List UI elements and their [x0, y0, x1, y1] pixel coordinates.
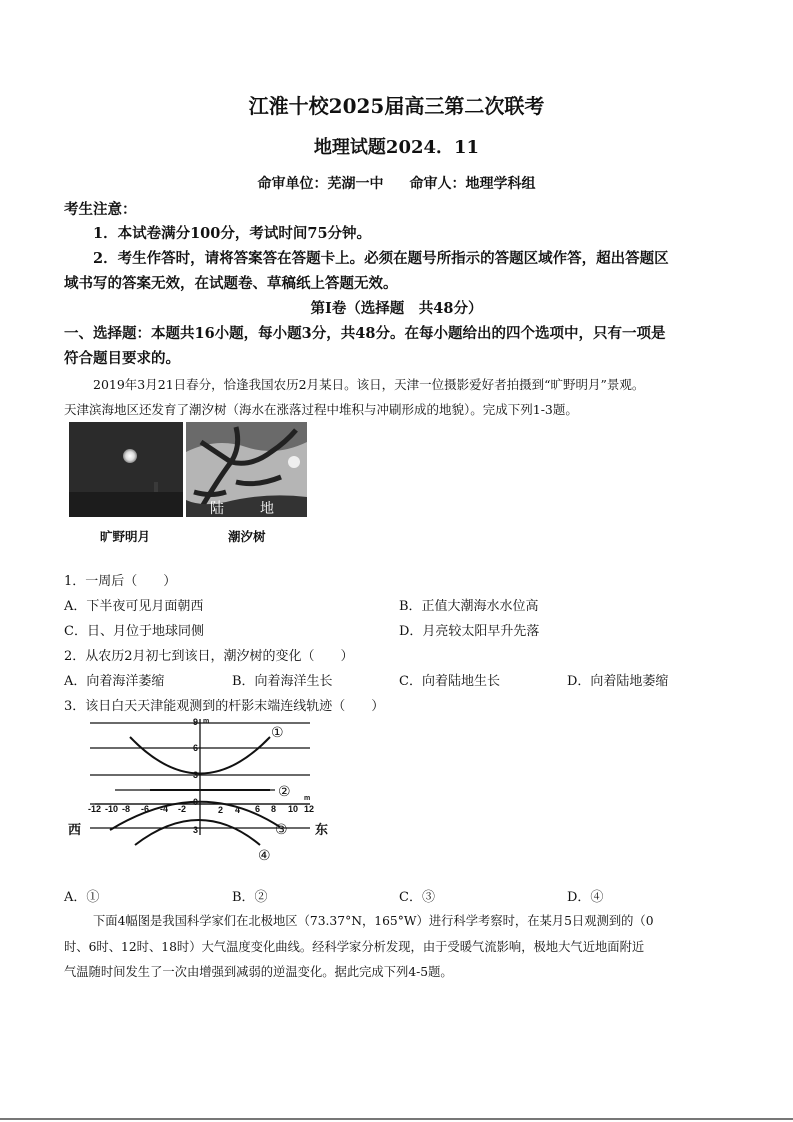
author-unit: 命审单位：芜湖一中 — [257, 176, 384, 192]
page-bottom-rule — [0, 1118, 793, 1120]
y-tick: 9 — [193, 717, 199, 727]
photo1-caption: 旷野明月 — [100, 529, 151, 544]
x-tick: 12 — [304, 804, 315, 814]
q2-stem: 2．从农历2月初七到该日，潮汐树的变化（ ） — [64, 649, 354, 664]
photo-tidal-tree-image — [186, 422, 307, 517]
q3-stem: 3．该日白天天津能观测到的杆影末端连线轨迹（ ） — [64, 699, 385, 714]
y-tick: 3 — [193, 825, 199, 835]
x-tick: 10 — [288, 804, 299, 814]
photo-moonlit-field — [69, 422, 183, 517]
photo-label-land-2: 地 — [260, 501, 274, 517]
q2-option-d[interactable]: D．向着陆地萎缩 — [567, 674, 669, 689]
q2-option-c[interactable]: C．向着陆地生长 — [399, 674, 500, 689]
y-tick: 3 — [193, 770, 199, 780]
author-person: 命审人：地理学科组 — [409, 176, 536, 192]
section-instruction-line-1: 一、选择题：本题共16小题，每小题3分，共48分。在每小题给出的四个选项中，只有一项是 — [64, 325, 666, 342]
section-title: 第Ⅰ卷（选择题 共48分） — [310, 300, 483, 317]
x-tick: -6 — [141, 804, 150, 814]
passage1-line-1: 2019年3月21日春分，恰逢我国农历2月某日。该日，天津一位摄影爱好者拍摄到“旷野明月”景观。 — [93, 377, 645, 392]
notice-item-2-line-2: 域书写的答案无效，在试题卷、草稿纸上答题无效。 — [64, 275, 398, 292]
x-tick: -2 — [178, 804, 187, 814]
x-tick: -10 — [105, 804, 119, 814]
author-line — [0, 173, 793, 193]
passage2-line-3: 气温随时间发生了一次由增强到减弱的逆温变化。据此完成下列4-5题。 — [64, 965, 453, 979]
passage2-line-1: 下面4幅图是我国科学家们在北极地区（73.37°N，165°W）进行科学考察时，在某月5日观测到的（0 — [93, 914, 654, 928]
notice-item-2-line-1: 2．考生作答时，请将答案答在答题卡上。必须在题号所指示的答题区域作答，超出答题区 — [93, 250, 669, 267]
passage2-line-2: 时、6时、12时、18时）大气温度变化曲线。经科学家分析发现，由于受暖气流影响，极地大气近地面附近 — [64, 940, 645, 954]
q1-option-d[interactable]: D．月亮较太阳早升先落 — [399, 624, 540, 639]
passage1-line-2: 天津滨海地区还发育了潮汐树（海水在涨落过程中堆积与冲刷形成的地貌）。完成下列1-3题。 — [64, 402, 578, 417]
q3-option-a[interactable]: A．① — [64, 890, 100, 905]
q1-option-a[interactable]: A．下半夜可见月面朝西 — [64, 599, 204, 614]
curve-label-3: ③ — [275, 822, 288, 838]
x-tick: -12 — [88, 804, 102, 814]
q1-option-b[interactable]: B．正值大潮海水水位高 — [399, 599, 539, 614]
label-west: 西 — [68, 823, 82, 838]
curve-label-4: ④ — [258, 848, 271, 864]
q1-option-c[interactable]: C．日、月位于地球同侧 — [64, 624, 204, 639]
q3-option-d[interactable]: D．④ — [567, 890, 604, 905]
x-tick: 6 — [255, 804, 261, 814]
y-unit: m — [203, 718, 210, 725]
label-east: 东 — [315, 823, 329, 838]
x-tick: -8 — [122, 804, 131, 814]
notice-heading: 考生注意： — [64, 201, 137, 218]
q3-option-c[interactable]: C．③ — [399, 890, 435, 905]
y-tick: 0 — [193, 797, 199, 807]
photo-tidal-tree — [186, 422, 307, 517]
photo-label-land-1: 陆 — [210, 501, 224, 517]
photo-moonlit-field-image — [69, 422, 183, 517]
q2-option-a[interactable]: A．向着海洋萎缩 — [64, 674, 165, 689]
curve-label-2: ② — [278, 784, 291, 800]
q1-stem: 1．一周后（ ） — [64, 574, 177, 589]
x-tick: 2 — [218, 805, 224, 815]
exam-title: 江淮十校2025届高三第二次联考 — [248, 94, 545, 118]
x-unit: m — [304, 795, 311, 802]
curve-label-1: ① — [271, 725, 284, 741]
q2-option-b[interactable]: B．向着海洋生长 — [232, 674, 333, 689]
exam-subtitle: 地理试题2024．11 — [313, 137, 480, 158]
x-tick: 8 — [271, 804, 277, 814]
notice-item-1: 1．本试卷满分100分，考试时间75分钟。 — [93, 225, 372, 242]
x-tick: 4 — [235, 805, 241, 815]
section-instruction-line-2: 符合题目要求的。 — [64, 350, 180, 367]
photo2-caption: 潮汐树 — [228, 529, 266, 544]
q3-option-b[interactable]: B．② — [232, 890, 268, 905]
x-tick: -4 — [160, 804, 169, 814]
y-tick: 6 — [193, 743, 199, 753]
shadow-trajectory-diagram — [60, 715, 360, 870]
